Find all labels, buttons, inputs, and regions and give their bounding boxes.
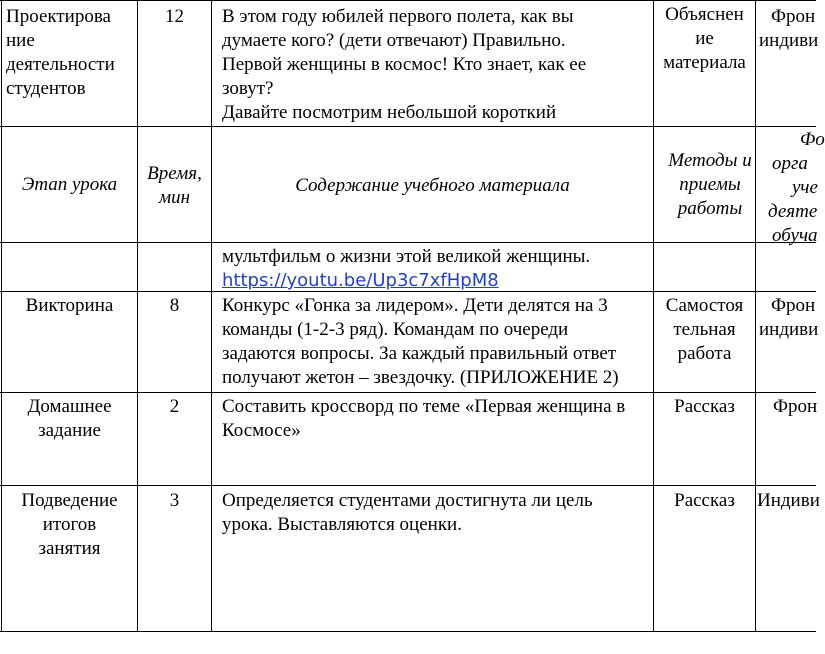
table-border-bottom [0, 631, 816, 632]
header-methods-line: Методы и [668, 150, 752, 171]
content-line: команды (1-2-3 ряд). Командам по очереди [222, 319, 569, 340]
methods-line: работа [677, 343, 732, 364]
stage-cell: Викторина [25, 295, 114, 316]
time-cell: 12 [165, 6, 184, 27]
forms-cell: Индиви [757, 490, 820, 511]
header-methods-line: приемы [679, 174, 741, 195]
time-cell: 8 [169, 295, 180, 316]
content-cell [222, 5, 652, 125]
stage-cell [2, 395, 137, 443]
methods-line: материала [663, 52, 746, 73]
methods-line: тельная [673, 319, 736, 340]
content-line: Космосе» [222, 420, 301, 441]
forms-line: Фрон [771, 295, 816, 316]
content-line: думаете кого? (дети отвечают) Правильно. [222, 30, 566, 51]
header-methods-line: работы [677, 198, 743, 219]
methods-cell [654, 3, 755, 75]
methods-cell: Рассказ [674, 490, 735, 511]
stage-line: Подведение [21, 490, 118, 511]
stage-line: занятия [38, 538, 101, 559]
header-time-line: Время, [147, 163, 202, 184]
methods-line: Самостоя [665, 295, 744, 316]
content-line: зовут? [222, 78, 274, 99]
methods-line: ие [695, 28, 714, 49]
stage-line: итогов [42, 514, 97, 535]
content-cell [222, 294, 652, 390]
header-forms-line: обуча [772, 225, 818, 246]
methods-cell: Рассказ [674, 396, 735, 417]
header-methods [654, 149, 766, 221]
content-line: Составить кроссворд по теме «Первая женщина в [222, 396, 626, 417]
forms-cell [759, 294, 819, 342]
stage-cell [2, 489, 137, 561]
column-divider [211, 0, 212, 632]
time-cell: 2 [169, 396, 180, 417]
row-divider [0, 126, 816, 127]
content-cell [222, 245, 652, 293]
stage-cell [6, 5, 136, 101]
header-forms [760, 128, 825, 248]
content-line: урока. Выставляются оценки. [222, 514, 462, 535]
forms-cell: Фрон [773, 396, 818, 417]
methods-line: Объяснен [665, 4, 744, 25]
stage-line: Проектирова [6, 6, 111, 27]
forms-line: индиви [759, 30, 819, 51]
row-divider [0, 392, 816, 393]
content-line: Определяется студентами достигнута ли цель [222, 490, 593, 511]
stage-line: студентов [6, 78, 86, 99]
content-line: Конкурс «Гонка за лидером». Дети делятся на 3 [222, 295, 608, 316]
row-divider [0, 242, 816, 243]
stage-line: деятельности [6, 54, 115, 75]
methods-cell [654, 294, 755, 366]
content-cell [222, 395, 652, 443]
header-stage: Этап урока [21, 174, 118, 195]
content-line: Первой женщины в космос! Кто знает, как ее [222, 54, 587, 75]
forms-line: индиви [759, 319, 819, 340]
content-line: получают жетон – звездочку. (ПРИЛОЖЕНИЕ 2) [222, 367, 619, 388]
header-time-line: мин [158, 187, 191, 208]
column-divider [755, 0, 756, 632]
header-forms-line: Фо [800, 129, 825, 150]
stage-line: Домашнее [27, 396, 112, 417]
forms-line: Фрон [771, 6, 816, 27]
header-content: Содержание учебного материала [295, 175, 570, 196]
content-line: мультфильм о жизни этой великой женщины. [222, 246, 591, 267]
content-line: В этом году юбилей первого полета, как вы [222, 6, 574, 27]
header-forms-line: орга [772, 153, 808, 174]
content-line: Давайте посмотрим небольшой короткий [222, 102, 557, 123]
header-forms-line: уче [792, 177, 818, 198]
header-time [138, 162, 211, 210]
header-forms-line: деяте [768, 201, 818, 222]
content-cell [222, 489, 652, 537]
table-border-top [0, 0, 816, 1]
time-cell: 3 [169, 490, 180, 511]
stage-line: задание [38, 420, 101, 441]
row-divider [0, 485, 816, 486]
content-line: задаются вопросы. За каждый правильный ответ [222, 343, 617, 364]
stage-line: ние [6, 30, 35, 51]
forms-cell [759, 5, 819, 53]
video-link[interactable]: https://youtu.be/Up3c7xfHpM8 [222, 270, 499, 291]
